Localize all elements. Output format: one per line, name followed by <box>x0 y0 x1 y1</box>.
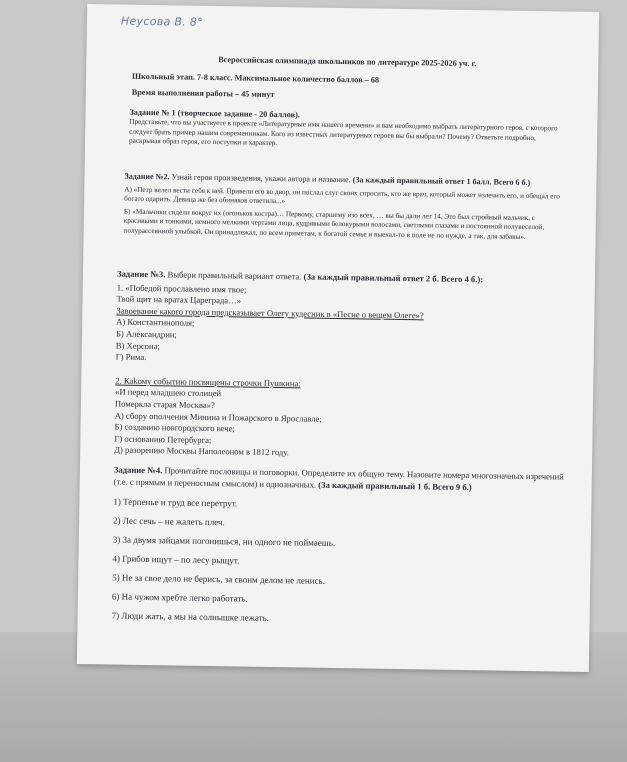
task-1 <box>129 107 570 154</box>
quote-line: «И перед младшею столицей <box>115 386 222 399</box>
task2-option-b: Б) «Мальчики сидели вокруг их (огоньков костра)… Первому, старшему изо всех, … вы бы дали лет 14. Это был стройный мальчик, с красивыми и тонкими, немного мелкими чертами лица, кудрявыми белокурыми волосами, светлыми глазами и постоянной полувеселой, полурассеянной улыбкой. Он принадлежал, по всем приметам, к богатой семье и выехал-то в поле не по нужде, а так, для забавы». <box>123 207 545 241</box>
list-item: 2) Лес сечь – не жалеть плеч. <box>113 515 225 527</box>
handwritten-name: Неусова В. 8° <box>120 14 204 29</box>
answer-option: Г) основанию Петербурга; <box>114 433 212 445</box>
task2-title: Задание №2. <box>124 171 170 182</box>
task2-instruction: Узнай героя произведения, укажи автора и название. <box>169 172 351 185</box>
answer-option: А) сбору ополчения Минина и Пожарского в Ярославле; <box>114 410 322 424</box>
quote-line: Твой щит на вратах Цареграда…» <box>116 293 242 306</box>
task1-text: Представьте, что вы участвуете в проекте «Литературные имя нашего времени» и вам необходимо выбрать литературного героя, с которого следует брать пример нашим современникам. Кого из известных литературных героев вы бы выбрали? Почему? Ответьте подробно, раскрывая образ героя, его поступки и характер. <box>129 117 558 148</box>
answer-option: Д) разорению Москвы Наполеоном в 1812 году. <box>114 444 289 458</box>
answer-option: А) Константинополя; <box>116 316 195 329</box>
proverb-list <box>111 492 563 632</box>
question-text: Завоевание какого города предсказывает Олегу кудесник в «Песне о вещем Олеге»? <box>116 305 424 321</box>
header-time: Время выполнения работы – 45 минут <box>131 87 275 99</box>
task-2 <box>124 171 569 243</box>
task1-title: Задание № 1 (творческое задание - 20 баллов). <box>129 107 300 120</box>
answer-option: В) Херсона; <box>115 340 160 351</box>
quote-line: 1. «Победой прославлено имя твое; <box>116 282 247 295</box>
worksheet-page <box>77 4 599 672</box>
list-item: 6) На чужом хребте легко работать. <box>111 591 248 604</box>
header-title: Всероссийская олимпиада школьников по литературе 2025-2026 уч. г. <box>218 55 477 69</box>
task-4 <box>111 464 563 632</box>
header-stage: Школьный этап. 7-8 класс. Максимальное количество баллов – 68 <box>132 71 380 85</box>
answer-option: Г) Рима. <box>115 351 147 363</box>
stage-info <box>132 71 570 89</box>
task2-option-a: А) «Петр велел вести себя к ней. Привели его во двор, он послал слуг своих спросить, кто же врач, который может излечить его, и обещал его богато одарить. Девица же без обиняков ответила...» <box>124 185 560 206</box>
list-item: 3) За двумя зайцами погонишься, ни одного не поймаешь. <box>112 534 336 548</box>
task3-title: Задание №3. <box>116 268 166 280</box>
quote-line: Померкла старая Москва»? <box>114 398 215 411</box>
olympiad-header <box>124 53 570 71</box>
list-item: 1) Терпенье и труд все перетрут. <box>113 496 238 509</box>
answer-option: Б) Александрии; <box>115 328 177 340</box>
list-item: 5) Не за свое дело не берись, за своим делом не ленись. <box>112 572 325 586</box>
task-3 <box>114 269 567 464</box>
task3-question-2 <box>114 375 565 463</box>
task4-title: Задание №4. <box>113 464 163 476</box>
list-item: 4) Грибов ищут – по лесу рыщут. <box>112 553 240 566</box>
answer-option: Б) созданию новгородского вече; <box>114 421 235 434</box>
task4-points: (За каждый правильный 1 б. Всего 9 б.) <box>316 479 472 492</box>
time-info <box>132 87 570 105</box>
list-item: 7) Люди жать, а мы на солнышке лежать. <box>111 610 270 623</box>
task4-instruction: Прочитайте пословицы и поговорки. Определите их общую тему. Назовите номера многозначных изречений (т.е. с прямым и переносным смыслом) и однозначных. <box>113 465 564 490</box>
task3-question-1 <box>116 282 567 370</box>
task3-instruction: Выбери правильный вариант ответа. <box>165 269 302 282</box>
task2-points: (За каждый правильный ответ 1 балл. Всего 6 б.) <box>350 175 531 187</box>
task3-points: (За каждый правильный ответ 2 б. Всего 4 б.): <box>301 271 484 285</box>
question-text: 2. Каkому событию посвящены строчки Пушкина: <box>115 375 301 389</box>
